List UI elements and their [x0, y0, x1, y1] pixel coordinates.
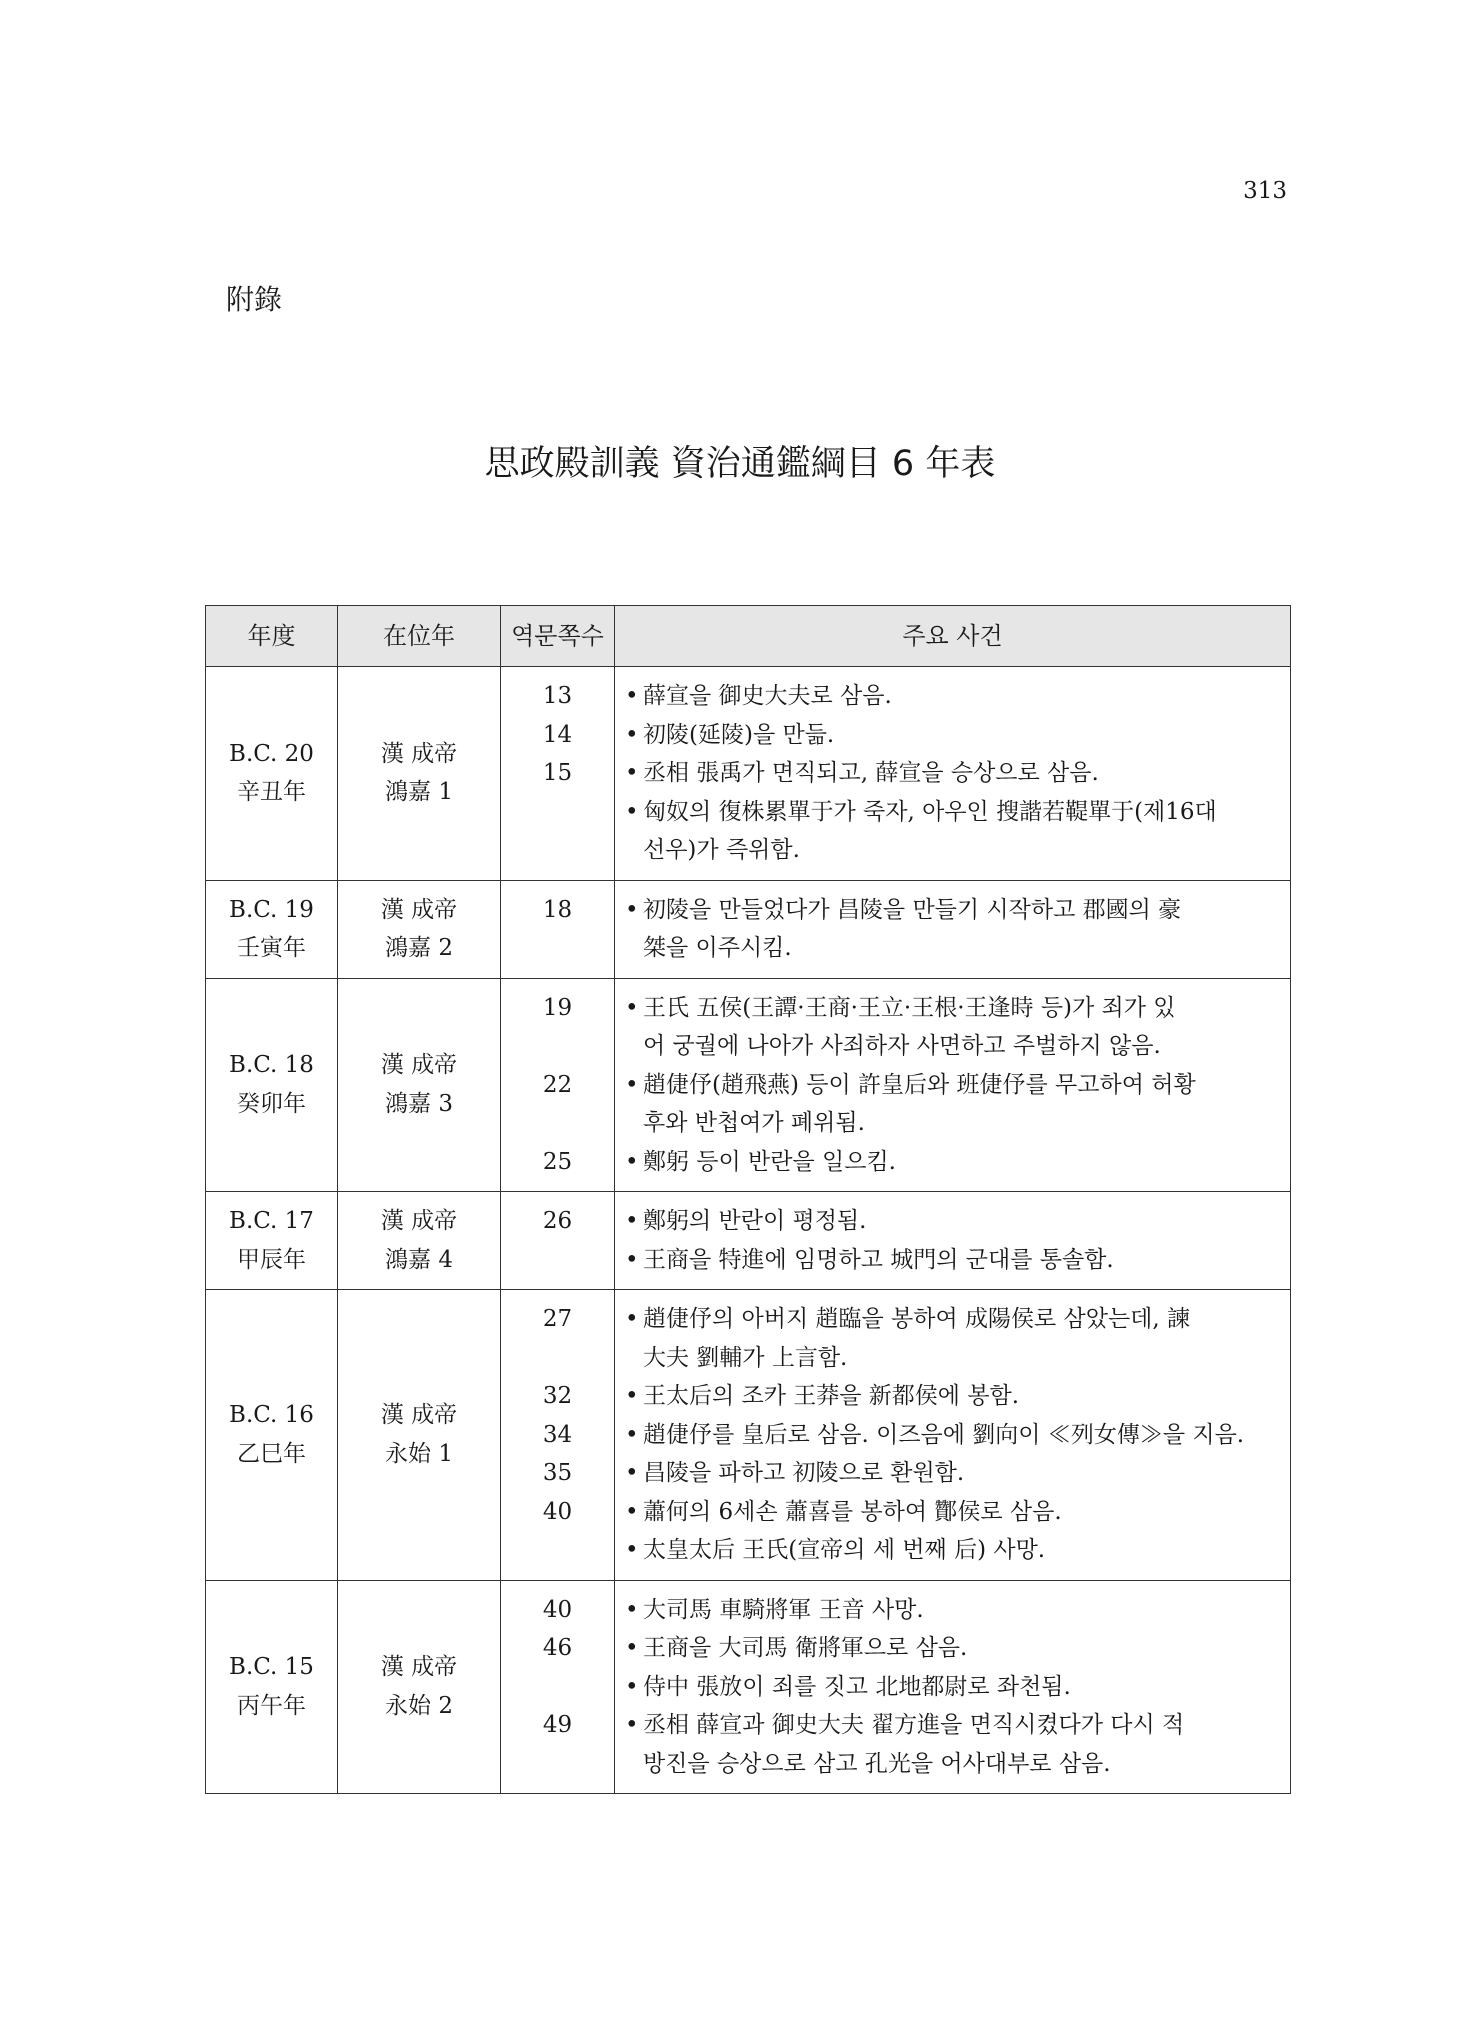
year-ganzhi: 甲辰年 [237, 1246, 306, 1273]
table-header-row [206, 606, 1291, 667]
event-item [623, 1493, 1274, 1532]
page-reference: 40 [542, 1498, 573, 1525]
bullet-icon: • [625, 798, 639, 825]
events-cell [615, 1290, 1291, 1581]
events-cell [615, 667, 1291, 881]
event-item [623, 1241, 1274, 1280]
table-row [206, 667, 1291, 881]
table-row [206, 1580, 1291, 1794]
page-reference: 46 [542, 1635, 573, 1661]
page-reference: 34 [542, 1421, 573, 1448]
page-reference [501, 1531, 614, 1570]
year-ganzhi: 乙巳年 [237, 1440, 306, 1467]
table-row [206, 880, 1291, 978]
event-item [623, 1143, 1274, 1182]
page-reference [501, 831, 614, 870]
event-item [623, 989, 1274, 1066]
bullet-icon: • [625, 1148, 639, 1175]
year-ganzhi: 壬寅年 [237, 935, 306, 961]
event-text-line: 鄭躬의 반란이 평정됨. [643, 1208, 867, 1234]
event-item [623, 1706, 1274, 1783]
event-text-line: 昌陵을 파하고 初陵으로 환원함. [643, 1460, 965, 1486]
table-body [206, 667, 1291, 1794]
event-text-line: 大司馬 車騎將軍 王音 사망. [643, 1596, 924, 1623]
header-reign-year: 在位年 [338, 606, 501, 667]
reign-emperor: 漢 成帝 [380, 740, 458, 767]
page-reference: 15 [542, 760, 573, 786]
reign-era: 鴻嘉 4 [385, 1246, 453, 1273]
event-item [623, 677, 1274, 716]
bullet-icon: • [625, 721, 639, 748]
bullet-icon: • [625, 1306, 639, 1332]
page-reference [501, 1027, 614, 1066]
event-item [623, 1300, 1274, 1377]
bullet-icon: • [625, 1673, 639, 1700]
bullet-icon: • [625, 896, 639, 923]
table-row [206, 978, 1291, 1192]
year-cell [206, 978, 338, 1192]
event-text-line: 丞相 薛宣과 御史大夫 翟方進을 면직시켰다가 다시 적 [643, 1712, 1185, 1738]
reign-era: 永始 1 [385, 1440, 453, 1467]
year-cell [206, 667, 338, 881]
page-reference [501, 1241, 614, 1280]
page-reference: 25 [542, 1148, 573, 1175]
bullet-icon: • [625, 1537, 639, 1563]
reign-era: 鴻嘉 1 [385, 779, 453, 806]
header-events: 주요 사건 [615, 606, 1291, 667]
header-page: 역문쪽수 [501, 606, 615, 667]
event-text-line: 선우)가 즉위함. [643, 837, 800, 863]
event-text-line: 蕭何의 6세손 蕭喜를 봉하여 酇侯로 삼음. [643, 1498, 1062, 1525]
reign-emperor: 漢 成帝 [380, 1208, 458, 1234]
page-reference [501, 1104, 614, 1143]
year-bc: B.C. 17 [229, 1208, 314, 1234]
reign-cell [338, 880, 501, 978]
event-text-line: 王氏 五侯(王譚·王商·王立·王根·王逢時 등)가 죄가 있 [643, 994, 1176, 1021]
event-text-line: 桀을 이주시킴. [643, 935, 792, 961]
chronology-table [205, 605, 1291, 1794]
bullet-icon: • [625, 1208, 639, 1234]
reign-era: 永始 2 [385, 1692, 453, 1719]
event-item [623, 1377, 1274, 1416]
bullet-icon: • [625, 1246, 639, 1273]
page-reference: 22 [542, 1071, 573, 1098]
event-item [623, 1531, 1274, 1570]
reign-emperor: 漢 成帝 [380, 1402, 458, 1429]
page-reference [501, 1668, 614, 1707]
event-item [623, 1202, 1274, 1241]
page-reference [501, 1339, 614, 1378]
page-number: 313 [1243, 178, 1287, 204]
events-cell [615, 978, 1291, 1192]
reign-emperor: 漢 成帝 [380, 1654, 458, 1681]
event-item [623, 1591, 1274, 1630]
year-cell [206, 1580, 338, 1794]
header-year: 年度 [206, 606, 338, 667]
page-reference: 40 [542, 1596, 573, 1623]
reign-cell [338, 1580, 501, 1794]
document-title: 思政殿訓義 資治通鑑綱目 6 年表 [484, 444, 996, 484]
reign-emperor: 漢 成帝 [380, 1052, 458, 1079]
event-text-line: 王太后의 조카 王莽을 新都侯에 봉함. [643, 1383, 1020, 1409]
events-cell [615, 880, 1291, 978]
page-cell [501, 1580, 615, 1794]
event-text-line: 太皇太后 王氏(宣帝의 세 번째 后) 사망. [643, 1537, 1046, 1563]
year-bc: B.C. 15 [229, 1654, 314, 1681]
year-ganzhi: 癸卯年 [237, 1090, 306, 1117]
event-text-line: 趙倢伃를 皇后로 삼음. 이즈음에 劉向이 ≪列女傳≫을 지음. [643, 1421, 1245, 1448]
table-row [206, 1192, 1291, 1290]
event-item [623, 754, 1274, 793]
bullet-icon: • [625, 1596, 639, 1623]
reign-cell [338, 978, 501, 1192]
year-cell [206, 1192, 338, 1290]
bullet-icon: • [625, 1712, 639, 1738]
events-cell [615, 1192, 1291, 1290]
event-text-line: 薛宣을 御史大夫로 삼음. [643, 683, 892, 709]
bullet-icon: • [625, 1460, 639, 1486]
page-reference: 26 [542, 1208, 573, 1234]
page-reference [501, 793, 614, 832]
event-item [623, 1066, 1274, 1143]
page-cell [501, 1192, 615, 1290]
year-bc: B.C. 19 [229, 896, 314, 923]
bullet-icon: • [625, 1635, 639, 1661]
reign-cell [338, 1290, 501, 1581]
page-reference: 19 [542, 994, 573, 1021]
page-reference: 14 [542, 721, 573, 748]
page-reference: 18 [542, 896, 573, 923]
page-cell [501, 1290, 615, 1581]
event-text-line: 鄭躬 등이 반란을 일으킴. [643, 1148, 896, 1175]
bullet-icon: • [625, 994, 639, 1021]
bullet-icon: • [625, 1383, 639, 1409]
year-bc: B.C. 16 [229, 1402, 314, 1429]
page-reference: 27 [542, 1306, 573, 1332]
event-text-line: 王商을 特進에 임명하고 城門의 군대를 통솔함. [643, 1246, 1114, 1273]
event-text-line: 丞相 張禹가 면직되고, 薛宣을 승상으로 삼음. [643, 760, 1099, 786]
section-label: 附錄 [226, 283, 283, 316]
reign-era: 鴻嘉 3 [385, 1090, 453, 1117]
event-text-line: 初陵을 만들었다가 昌陵을 만들기 시작하고 郡國의 豪 [643, 896, 1182, 923]
table-row [206, 1290, 1291, 1581]
event-text-line: 初陵(延陵)을 만듦. [643, 721, 835, 748]
page-reference [501, 929, 614, 968]
year-bc: B.C. 20 [229, 740, 314, 767]
page-reference: 35 [542, 1460, 573, 1486]
event-text-line: 大夫 劉輔가 上言함. [643, 1344, 848, 1371]
events-cell [615, 1580, 1291, 1794]
event-item [623, 1454, 1274, 1493]
year-cell [206, 1290, 338, 1581]
bullet-icon: • [625, 1498, 639, 1525]
page-reference: 32 [542, 1383, 573, 1409]
event-text-line: 侍中 張放이 죄를 짓고 北地都尉로 좌천됨. [643, 1673, 1071, 1700]
year-ganzhi: 辛丑年 [237, 779, 306, 806]
event-item [623, 716, 1274, 755]
bullet-icon: • [625, 760, 639, 786]
reign-cell [338, 1192, 501, 1290]
event-item [623, 1668, 1274, 1707]
page-cell [501, 978, 615, 1192]
year-bc: B.C. 18 [229, 1052, 314, 1079]
page-cell [501, 880, 615, 978]
event-item [623, 891, 1274, 968]
page-cell [501, 667, 615, 881]
reign-emperor: 漢 成帝 [380, 896, 458, 923]
page-reference: 13 [542, 683, 573, 709]
event-text-line: 어 궁궐에 나아가 사죄하자 사면하고 주벌하지 않음. [643, 1033, 1161, 1059]
event-text-line: 후와 반첩여가 폐위됨. [643, 1110, 865, 1136]
event-text-line: 匈奴의 復株累單于가 죽자, 아우인 搜諧若鞮單于(제16대 [643, 798, 1217, 825]
reign-cell [338, 667, 501, 881]
reign-era: 鴻嘉 2 [385, 935, 453, 961]
bullet-icon: • [625, 683, 639, 709]
event-text-line: 趙倢伃의 아버지 趙臨을 봉하여 成陽侯로 삼았는데, 諫 [643, 1306, 1191, 1332]
event-item [623, 793, 1274, 870]
year-cell [206, 880, 338, 978]
page-reference: 49 [542, 1712, 573, 1738]
page-reference [501, 1745, 614, 1784]
bullet-icon: • [625, 1071, 639, 1098]
event-text-line: 방진을 승상으로 삼고 孔光을 어사대부로 삼음. [643, 1750, 1111, 1777]
year-ganzhi: 丙午年 [237, 1692, 306, 1719]
event-text-line: 王商을 大司馬 衛將軍으로 삼음. [643, 1635, 968, 1661]
event-text-line: 趙倢伃(趙飛燕) 등이 許皇后와 班倢伃를 무고하여 허황 [643, 1071, 1196, 1098]
event-item [623, 1416, 1274, 1455]
event-item [623, 1629, 1274, 1668]
bullet-icon: • [625, 1421, 639, 1448]
